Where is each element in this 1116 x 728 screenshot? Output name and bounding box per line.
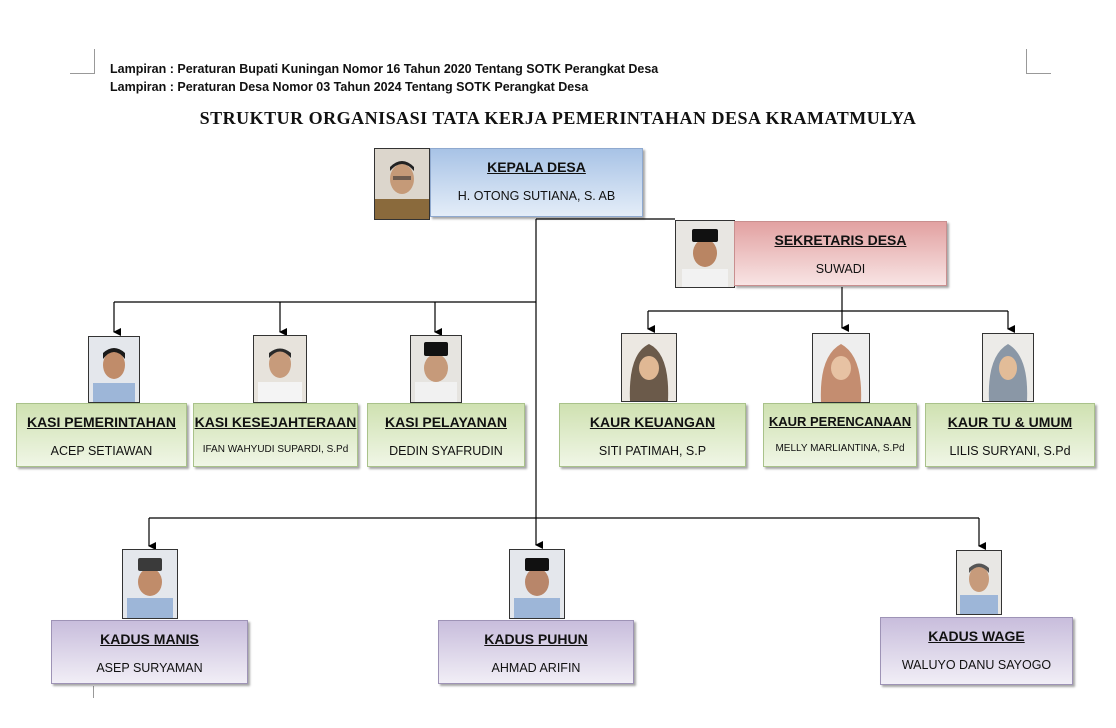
kadus-wage-photo xyxy=(956,550,1002,615)
node-kasi-kesejahteraan xyxy=(193,403,358,467)
node-kaur-tu-umum xyxy=(925,403,1095,467)
kaur-perencanaan-photo xyxy=(812,333,870,403)
node-sekretaris-desa xyxy=(734,221,947,286)
node-role: KADUS PUHUN xyxy=(484,631,588,647)
header-reference-2: Lampiran : Peraturan Desa Nomor 03 Tahun 2024 Tentang SOTK Perangkat Desa xyxy=(110,80,589,94)
node-role: KADUS WAGE xyxy=(928,628,1025,644)
node-kaur-keuangan xyxy=(559,403,746,467)
node-role: KAUR TU & UMUM xyxy=(947,414,1073,430)
chart-title: STRUKTUR ORGANISASI TATA KERJA PEMERINTAHAN DESA KRAMATMULYA xyxy=(199,108,917,128)
node-kadus-wage xyxy=(880,617,1073,685)
node-person-name: IFAN WAHYUDI SUPARDI, S.Pd xyxy=(202,444,349,455)
header-reference-1: Lampiran : Peraturan Bupati Kuningan Nomor 16 Tahun 2020 Tentang SOTK Perangkat Desa xyxy=(110,62,659,76)
node-kadus-puhun xyxy=(438,620,634,684)
kadus-puhun-photo xyxy=(509,549,565,619)
node-person-name: ACEP SETIAWAN xyxy=(50,444,153,458)
node-person-name: AHMAD ARIFIN xyxy=(491,661,581,675)
kaur-keuangan-photo xyxy=(621,333,677,402)
node-role: KASI KESEJAHTERAAN xyxy=(194,414,357,430)
node-kepala-desa xyxy=(430,148,643,217)
node-role: KADUS MANIS xyxy=(100,631,199,647)
kasi-kesejahteraan-photo xyxy=(253,335,307,403)
node-person-name: H. OTONG SUTIANA, S. AB xyxy=(457,189,616,203)
node-kaur-perencanaan xyxy=(763,403,917,467)
node-role: KAUR PERENCANAAN xyxy=(768,414,912,429)
node-person-name: ASEP SURYAMAN xyxy=(96,661,203,675)
node-person-name: SUWADI xyxy=(815,262,866,276)
node-role: KASI PEMERINTAHAN xyxy=(26,414,177,430)
kepala-desa-photo xyxy=(374,148,430,220)
node-role: SEKRETARIS DESA xyxy=(774,232,907,248)
node-person-name: LILIS SURYANI, S.Pd xyxy=(949,444,1071,458)
kasi-pelayanan-photo xyxy=(410,335,462,403)
node-role: KEPALA DESA xyxy=(487,159,586,175)
node-person-name: DEDIN SYAFRUDIN xyxy=(389,444,503,458)
node-kasi-pemerintahan xyxy=(16,403,187,467)
node-kadus-manis xyxy=(51,620,248,684)
kaur-tu-umum-photo xyxy=(982,333,1034,402)
node-person-name: WALUYO DANU SAYOGO xyxy=(901,658,1052,672)
node-person-name: SITI PATIMAH, S.P xyxy=(598,444,707,458)
kasi-pemerintahan-photo xyxy=(88,336,140,403)
node-person-name: MELLY MARLIANTINA, S.Pd xyxy=(775,443,905,454)
node-role: KAUR KEUANGAN xyxy=(589,414,716,430)
node-role: KASI PELAYANAN xyxy=(385,414,507,430)
node-kasi-pelayanan xyxy=(367,403,525,467)
sekretaris-desa-photo xyxy=(675,220,735,288)
kadus-manis-photo xyxy=(122,549,178,619)
